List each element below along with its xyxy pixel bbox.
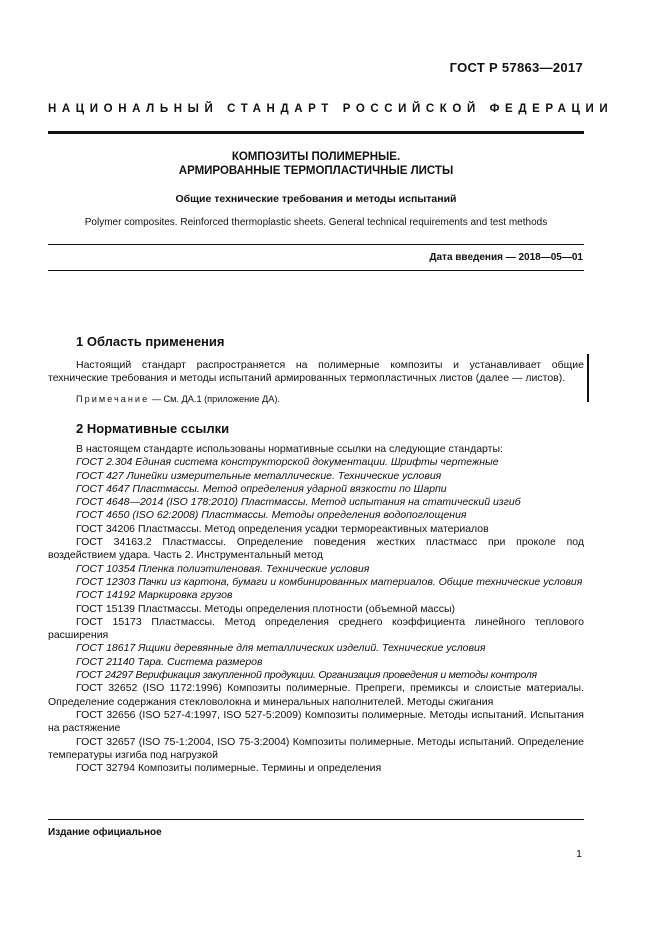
reference-item: ГОСТ 10354 Пленка полиэтиленовая. Технические условия <box>76 562 370 575</box>
reference-item: ГОСТ 32657 (ISO 75-1:2004, ISO 75-3:2004) Композиты полимерные. Методы испытаний. Определение температуры изгиба под нагрузкой <box>48 735 584 761</box>
reference-item: ГОСТ 32652 (ISO 1172:1996) Композиты полимерные. Препреги, премиксы и слоистые материалы. Определение содержания стекловолокна и минеральных наполнителей. Методы сжигания <box>48 682 584 708</box>
reference-item: ГОСТ 32794 Композиты полимерные. Термины и определения <box>76 762 382 775</box>
reference-item: ГОСТ 2.304 Единая система конструкторской документации. Шрифты чертежные <box>76 456 499 469</box>
page-number: 1 <box>576 848 582 860</box>
reference-item: ГОСТ 14192 Маркировка грузов <box>76 589 233 602</box>
reference-item: ГОСТ 12303 Пачки из картона, бумаги и комбинированных материалов. Общие технические условия <box>76 575 583 588</box>
reference-item: ГОСТ 34206 Пластмассы. Метод определения усадки термореактивных материалов <box>76 522 489 535</box>
document-title <box>48 150 584 178</box>
reference-item: ГОСТ 15173 Пластмассы. Метод определения среднего коэффициента линейного теплового расширения <box>48 615 584 642</box>
reference-item: ГОСТ 34163.2 Пластмассы. Определение поведения жестких пластмасс при проколе под воздействием удара. Часть 2. Инструментальный метод <box>48 536 584 562</box>
date-divider <box>48 270 584 271</box>
footer-divider <box>48 819 584 820</box>
reference-item: ГОСТ 4648—2014 (ISO 178:2010) Пластмассы. Метод испытания на статический изгиб <box>76 496 521 509</box>
title-line-1: КОМПОЗИТЫ ПОЛИМЕРНЫЕ. <box>231 151 401 163</box>
reference-item: ГОСТ 4650 (ISO 62:2008) Пластмассы. Методы определения водопоглощения <box>76 509 467 522</box>
section-2-heading: 2 Нормативные ссылки <box>76 421 230 436</box>
references-list <box>48 443 584 775</box>
national-standard-banner: НАЦИОНАЛЬНЫЙ СТАНДАРТ РОССИЙСКОЙ ФЕДЕРАЦИИ <box>48 103 614 115</box>
note-text: — См. ДА.1 (приложение ДА). <box>149 394 280 404</box>
header-divider <box>48 131 584 134</box>
note-label: Примечание <box>76 394 150 404</box>
reference-item: ГОСТ 21140 Тара. Система размеров <box>76 655 263 668</box>
reference-item: ГОСТ 18617 Ящики деревянные для металлических изделий. Технические условия <box>76 642 486 655</box>
reference-item: ГОСТ 24297 Верификация закупленной продукции. Организация проведения и методы контроля <box>76 669 537 682</box>
change-bar <box>587 354 589 402</box>
title-line-2: АРМИРОВАННЫЕ ТЕРМОПЛАСТИЧНЫЕ ЛИСТЫ <box>178 165 454 177</box>
reference-item: ГОСТ 4647 Пластмассы. Метод определения ударной вязкости по Шарпи <box>76 482 447 495</box>
section-1-paragraph: Настоящий стандарт распространяется на полимерные композиты и устанавливает общие технические требования и методы испытаний армированных термопластичных листов (далее — листов). <box>48 359 584 385</box>
reference-item: ГОСТ 15139 Пластмассы. Методы определения плотности (объемной массы) <box>76 602 455 615</box>
references-intro: В настоящем стандарте использованы нормативные ссылки на следующие стандарты: <box>76 443 503 455</box>
section-1-heading: 1 Область применения <box>76 334 225 349</box>
reference-item: ГОСТ 32656 (ISO 527-4:1997, ISO 527-5:2009) Композиты полимерные. Методы испытаний. Испытания на растяжение <box>48 708 584 735</box>
document-number: ГОСТ Р 57863—2017 <box>449 60 583 75</box>
document-subtitle: Общие технические требования и методы испытаний <box>175 193 457 205</box>
english-title: Polymer composites. Reinforced thermoplastic sheets. General technical requirements and test methods <box>84 217 548 228</box>
introduction-date: Дата введения — 2018—05—01 <box>429 252 583 263</box>
section-1-note <box>48 393 584 406</box>
edition-label: Издание официальное <box>48 827 162 838</box>
reference-item: ГОСТ 427 Линейки измерительные металлические. Технические условия <box>76 469 442 482</box>
title-divider <box>48 244 584 245</box>
